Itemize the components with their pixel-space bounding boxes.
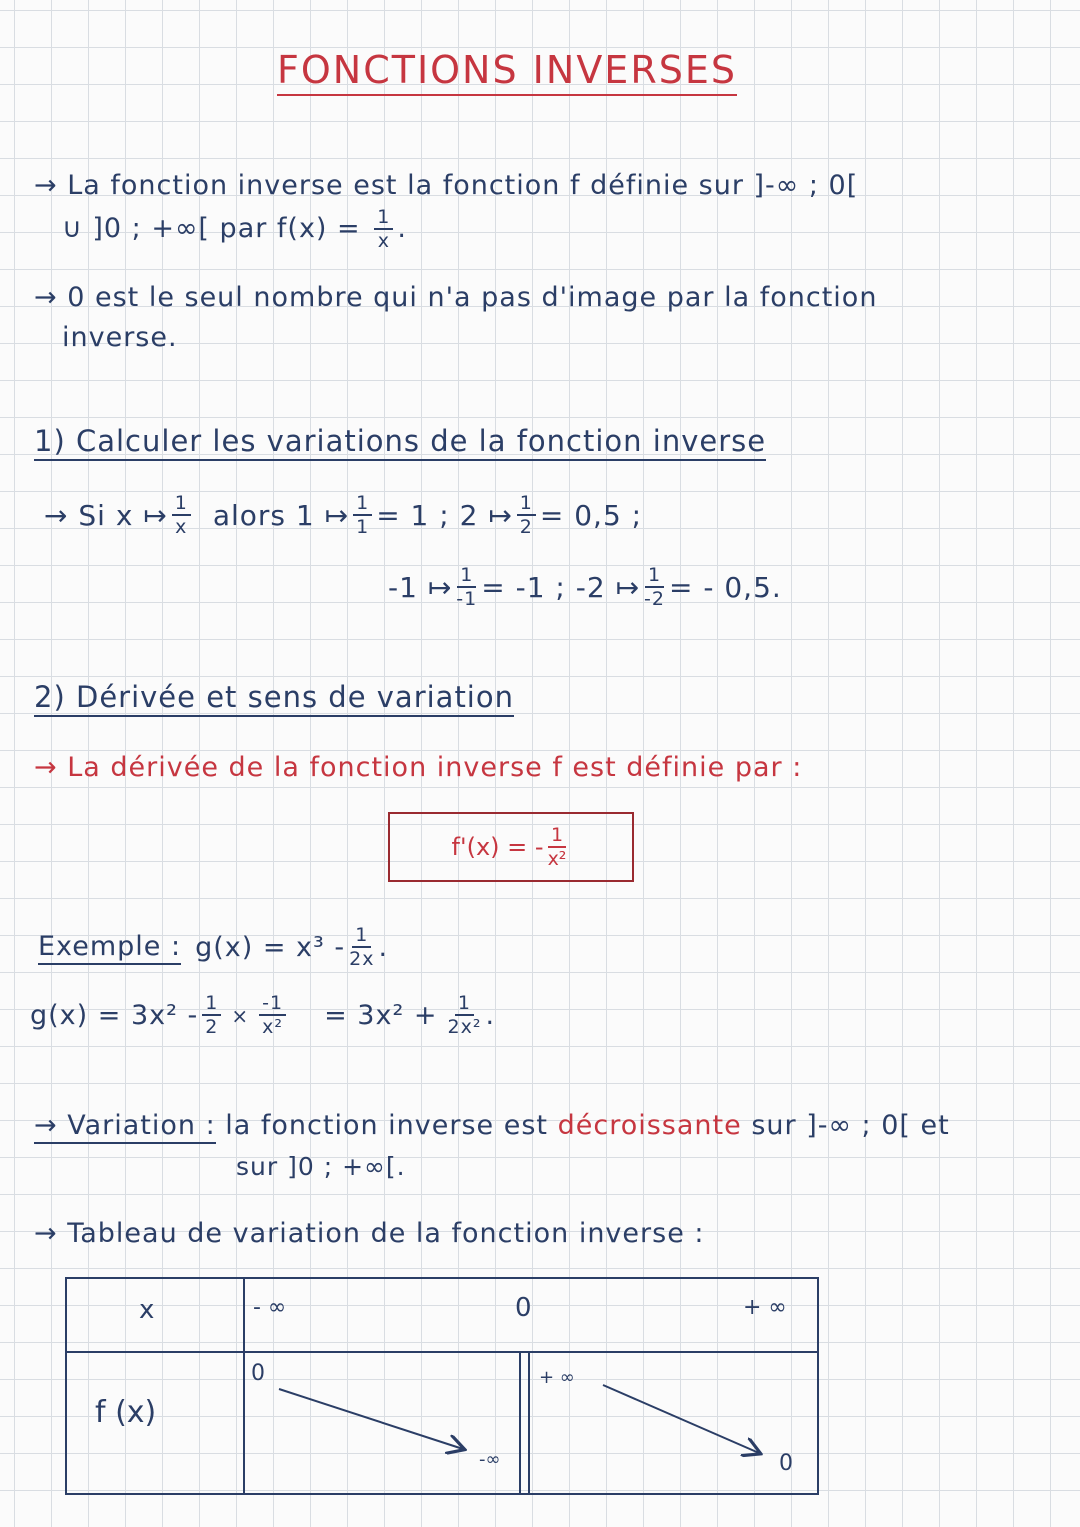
intro-line-1: → La fonction inverse est la fonction f définie sur ]-∞ ; 0[: [34, 170, 859, 201]
derivative-intro: [34, 752, 802, 783]
example-g2-fraction-1: [202, 994, 221, 1037]
f-left-end-value: -∞: [479, 1449, 501, 1470]
fraction-numerator: 1: [457, 566, 476, 588]
example-label: Exemple :: [38, 931, 181, 965]
intro-line-4: inverse.: [62, 322, 178, 353]
example-g-def: g(x) = x³ -: [195, 932, 346, 963]
f-end-value: 0: [779, 1451, 793, 1476]
variation-text-b: sur ]-∞ ; 0[ et: [751, 1110, 950, 1141]
fraction-denominator: 2x: [349, 948, 375, 970]
decreasing-arrow-left: [279, 1389, 463, 1449]
derivative-formula-box: [388, 812, 634, 882]
intro-fraction: [374, 208, 393, 251]
fraction-denominator: x²: [547, 847, 567, 870]
table-zero: 0: [515, 1293, 532, 1323]
variation-table: [65, 1277, 819, 1495]
result-4-fraction: [644, 566, 665, 609]
si-text: → Si x ↦: [44, 499, 168, 532]
fraction-numerator: 1: [517, 494, 536, 516]
result-2-value: = 0,5 ;: [539, 499, 643, 532]
result-1-value: = 1 ; 2 ↦: [376, 499, 513, 532]
result-4-value: = - 0,5.: [668, 571, 782, 604]
fraction-numerator: 1: [645, 566, 664, 588]
fraction-denominator: 2: [205, 1016, 219, 1038]
result-3-value: = -1 ; -2 ↦: [481, 571, 641, 604]
multiply-sign: ×: [231, 1003, 250, 1028]
fraction-numerator: -1: [259, 994, 286, 1016]
derivative-intro-b: fonction inverse f est définie par :: [309, 752, 803, 783]
section-1-heading: 1) Calculer les variations de la fonction inverse: [34, 424, 766, 461]
result-2-fraction: [517, 494, 536, 537]
decreasing-arrow-right: [603, 1385, 759, 1453]
result-1-fraction: [353, 494, 372, 537]
variation-line-2: sur ]0 ; +∞[.: [236, 1152, 406, 1181]
table-arrows: [67, 1279, 817, 1493]
section-1-line-2: [388, 566, 782, 609]
section-1-line-1: [44, 494, 642, 537]
example-line-1: Exemple : g(x) = x³ - $\frac{1}{2x}$ .: [38, 924, 389, 970]
table-fx-label: f (x): [95, 1395, 157, 1430]
table-minus-infinity: - ∞: [253, 1295, 287, 1320]
variation-decroissante: décroissante: [557, 1110, 742, 1141]
variation-line-1: [34, 1110, 950, 1141]
example-line-2: g(x) = 3x² - $\frac{1}{2}$ × $\frac{-1}{\text{x²}}$ = 3x² + $\frac{1}{\text{2x²}}$ .: [30, 992, 496, 1038]
fraction-denominator: -2: [644, 588, 665, 610]
fraction-denominator: x: [377, 230, 390, 252]
f-right-start-value: + ∞: [539, 1367, 575, 1388]
section-2-heading: 2) Dérivée et sens de variation: [34, 680, 514, 717]
fraction-denominator: x: [175, 516, 188, 538]
alors-text: alors 1 ↦: [212, 499, 350, 532]
fraction-denominator: -1: [456, 588, 478, 610]
fraction-denominator: 2: [519, 516, 533, 538]
table-x-label: x: [139, 1295, 155, 1325]
example-g2-equals: = 3x² +: [324, 1000, 438, 1031]
result-3-fraction: [456, 566, 477, 609]
example-g2-fraction-2: [259, 994, 286, 1037]
f-start-value: 0: [251, 1361, 265, 1386]
fraction-numerator: 1: [548, 826, 566, 848]
fraction-denominator: x²: [262, 1016, 284, 1038]
table-plus-infinity: + ∞: [743, 1295, 787, 1320]
fraction-numerator: 1: [455, 994, 474, 1016]
fraction-denominator: 2x²: [447, 1016, 482, 1038]
fraction-numerator: 1: [202, 994, 221, 1016]
variation-text-a: la fonction inverse est: [225, 1110, 549, 1141]
fraction-numerator: 1: [374, 208, 393, 230]
fraction-numerator: 1: [353, 494, 372, 516]
intro-line-3: → 0 est le seul nombre qui n'a pas d'image par la fonction: [34, 282, 878, 313]
example-g2-prefix: g(x) = 3x² -: [30, 1000, 199, 1031]
derivative-formula-prefix: f'(x) = -: [451, 833, 544, 861]
example-g-fraction: [349, 926, 374, 969]
intro-line-2: ∪ ]0 ; +∞[ par f(x) = $\frac{1}{x}$ .: [62, 206, 407, 252]
result-3-prefix: -1 ↦: [388, 571, 453, 604]
variation-label: → Variation :: [34, 1110, 216, 1144]
derivative-fraction: [547, 823, 567, 870]
tableau-heading: → Tableau de variation de la fonction inverse :: [34, 1218, 705, 1249]
fraction-denominator: 1: [356, 516, 370, 538]
page-title: FONCTIONS INVERSES: [277, 48, 737, 96]
example-g2-fraction-3: [448, 994, 482, 1037]
si-fraction: [172, 494, 191, 537]
fraction-numerator: 1: [352, 926, 371, 948]
fraction-numerator: 1: [172, 494, 191, 516]
intro-line-2-text: ∪ ]0 ; +∞[ par f(x) =: [62, 213, 361, 244]
derivative-intro-a: → La dérivée de la: [34, 752, 310, 783]
